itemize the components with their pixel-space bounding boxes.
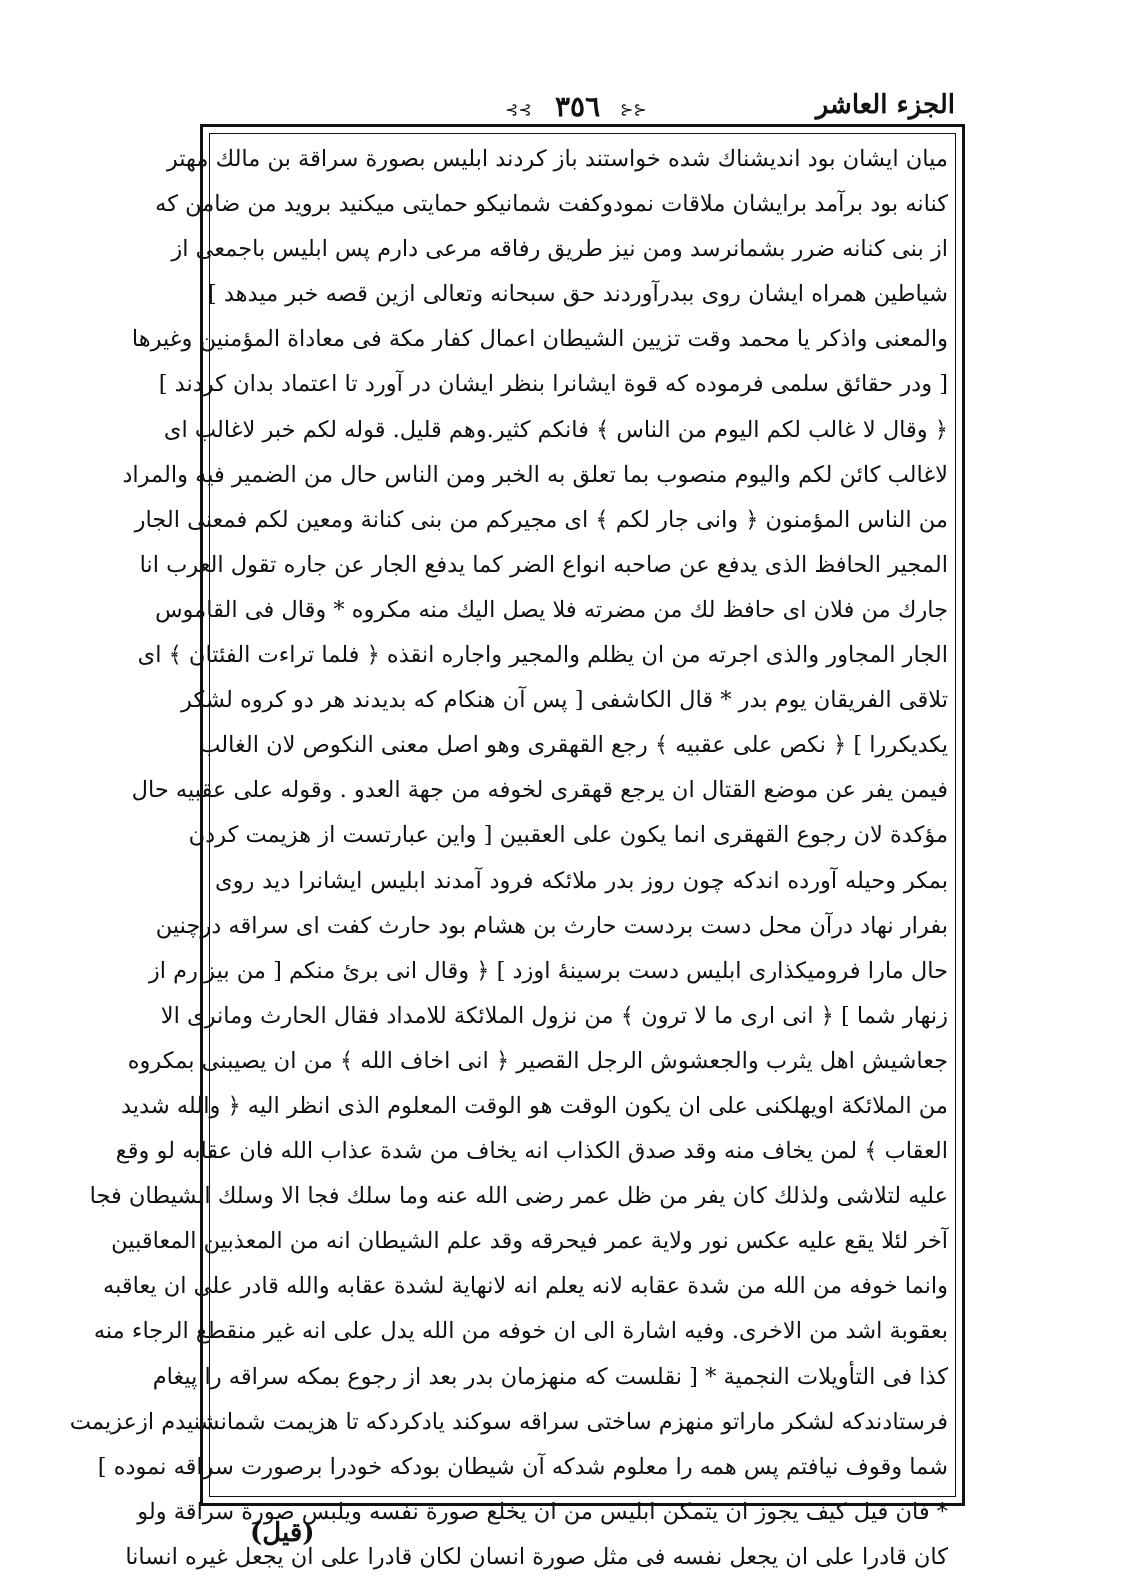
text-frame	[69, 124, 965, 1570]
text-line: جعاشيش اهل يثرب والجعشوش الرجل القصير ﴿ انى اخاف الله ﴾ من ان يصيبنى بمكروه	[127, 1047, 948, 1074]
text-line: الجار المجاور والذى اجرته من ان يظلم والمجير واجاره انقذه ﴿ فلما تراءت الفئتان ﴾ اى	[137, 642, 948, 669]
text-line: جارك من فلان اى حافظ لك من مضرته فلا يصل اليك منه مكروه * وقال فى القاموس	[155, 596, 948, 623]
text-block	[69, 137, 948, 1580]
text-line: حال مارا فروميكذارى ابليس دست برسينهٔ اوزد ] ﴿ وقال انى برئ منكم [ من بيزارم از	[148, 957, 948, 984]
text-line: بعقوبة اشد من الاخرى. وفيه اشارة الى ان خوفه من الله يدل على انه غير منقطع الرجاء منه	[93, 1318, 948, 1345]
text-line: يكديكررا ] ﴿ نكص على عقبيه ﴾ رجع القهقرى وهو اصل معنى النكوص لان الغالب	[199, 732, 948, 759]
text-line: * فان قيل كيف يجوز ان يتمكن ابليس من ان يخلع صورة نفسه ويلبس صورة سراقة ولو	[137, 1498, 948, 1525]
text-line: [ ودر حقائق سلمى فرموده كه قوة ايشانرا بنظر ايشان در آورد تا اعتماد بدان كردند ]	[158, 371, 948, 398]
text-line: شما وقوف نيافتم پس همه را معلوم شدكه آن شيطان بودكه خودرا برصورت سراقه نموده ]	[97, 1453, 948, 1480]
text-line: عليه لتلاشى ولذلك كان يفر من ظل عمر رضى الله عنه وما سلك فجا الا وسلك الشيطان فجا	[89, 1183, 948, 1210]
page-number: ٣٥٦	[555, 90, 601, 123]
text-line: تلاقى الفريقان يوم بدر * قال الكاشفى [ پس آن هنكام كه بديدند هر دو كروه لشكر	[181, 687, 948, 714]
text-line: العقاب ﴾ لمن يخاف منه وقد صدق الكذاب انه يخاف من شدة عذاب الله فان عقابه لو وقع	[115, 1138, 948, 1165]
text-line: كان قادرا على ان يجعل نفسه فى مثل صورة انسان لكان قادرا على ان يجعل غيره انسانا	[125, 1543, 948, 1570]
text-line: كنانه بود برآمد برايشان ملاقات نمودوكفت شمانيكو حمايتى ميكنيد برويد من ضامن كه	[155, 191, 948, 218]
text-line: آخر لئلا يقع عليه عكس نور ولاية عمر فيحرقه وقد علم الشيطان انه من المعذبين المعاقبين	[111, 1228, 948, 1255]
text-line: لاغالب كائن لكم واليوم منصوب بما تعلق به الخبر ومن الناس حال من الضمير فيه والمراد	[122, 461, 948, 488]
text-line: وانما خوفه من الله من شدة عقابه لانه يعلم انه لانهاية لشدة عقابه والله قادر على ان يعاقبه	[103, 1273, 948, 1300]
text-line: شياطين همراه ايشان روى ببدرآوردند حق سبحانه وتعالى ازين قصه خبر ميدهد ]	[207, 281, 948, 308]
text-line: المجير الحافظ الذى يدفع عن صاحبه انواع الضر كما يدفع الجار عن جاره تقول العرب انا	[139, 551, 948, 578]
ornament-left: ⊰⊰	[505, 100, 532, 119]
text-line: بفرار نهاد درآن محل دست بردست حارث بن هشام بود حارث كفت اى سراقه درچنين	[155, 912, 948, 939]
text-line: زنهار شما ] ﴿ انى ارى ما لا ترون ﴾ من نزول الملائكة للامداد فقال الحارث ومانرى الا	[160, 1002, 948, 1029]
text-line: من الناس المؤمنون ﴿ وانى جار لكم ﴾ اى مجيركم من بنى كنانة ومعين لكم فمعنى الجار	[134, 506, 948, 533]
text-line: از بنى كنانه ضرر بشمانرسد ومن نيز طريق رفاقه مرعى دارم پس ابليس باجمعى از	[171, 236, 948, 263]
text-line: ﴿ وقال لا غالب لكم اليوم من الناس ﴾ فانكم كثير.وهم قليل. قوله لكم خبر لاغالب اى	[163, 416, 948, 443]
ornament-right: ⊱⊱	[620, 100, 647, 119]
text-line: فيمن يفر عن موضع القتال ان يرجع قهقرى لخوفه من جهة العدو . وقوله على عقبيه حال	[131, 777, 948, 804]
text-line: بمكر وحيله آورده اندكه چون روز بدر ملائكه فرود آمدند ابليس ايشانرا ديد روى	[215, 867, 948, 894]
running-head: الجزء العاشر	[815, 90, 955, 120]
catchword: (قيل)	[250, 1518, 315, 1548]
text-line: من الملائكة اويهلكنى على ان يكون الوقت هو الوقت المعلوم الذى انظر اليه ﴿ والله شديد	[120, 1092, 948, 1119]
text-line: ميان ايشان بود انديشناك شده خواستند باز كردند ابليس بصورة سراقة بن مالك مهتر	[166, 146, 948, 172]
text-line: والمعنى واذكر يا محمد وقت تزيين الشيطان اعمال كفار مكة فى معاداة المؤمنين وغيرها	[131, 326, 948, 353]
text-line: فرستادندكه لشكر ماراتو منهزم ساختى سراقه سوكند يادكردكه تا هزيمت شمانشنيدم ازعزيمت	[69, 1408, 948, 1435]
page-header	[200, 84, 955, 124]
text-line: مؤكدة لان رجوع القهقرى انما يكون على العقبين [ واين عبارتست از هزيمت كردن	[188, 822, 948, 849]
text-line: كذا فى التأويلات النجمية * [ نقلست كه منهزمان بدر بعد از رجوع بمكه سراقه را پيغام	[152, 1363, 948, 1390]
